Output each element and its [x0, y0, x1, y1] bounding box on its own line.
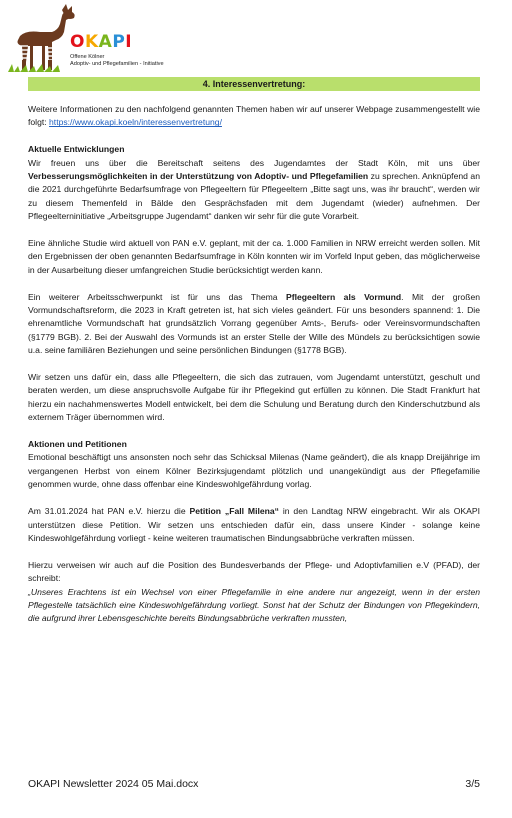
intro-paragraph: Weitere Informationen zu den nachfolgend genannten Themen haben wir auf unserer Webpage zusammengestellt wie folgt: https://www.okapi.koeln/interessenvertretung/ — [28, 104, 480, 128]
tagline-line-1: Offene Kölner — [70, 54, 105, 60]
pfad-quote: „Unseres Erachtens ist ein Wechsel von einer Pflegefamilie in eine andere nur angezeigt, wenn in der ersten Pflegestelle tatsächlich eine Kindeswohlgefährdung vorliegt. Sonst hat der Schutz der Bindungen von Pflegekindern, die aufgrund ihrer Lebensgeschichte bereits Bindungsabbrüche verkraften mussten, — [28, 586, 480, 624]
aktuelle-paragraph-3: Ein weiterer Arbeitsschwerpunkt ist für uns das Thema Pflegeeltern als Vormund. Mit der großen Vormundschaftsreform, die 2023 in Kraft getreten ist, hat sich vieles geändert. Für uns besonders spannend: 1. Die ehrenamtliche Vormundschaft hat grundsätzlich Vorrang gegenüber Amts-, Berufs- oder Vereinsvormundschaften (§1779 BGB). 2. Bei der Auswahl des Vormunds ist an erster Stelle der Wille des Mündels zu berücksichtigen sowie u.a. seine familiären Beziehungen und seine persönlichen Bindungen (§1778 BGB). — [28, 291, 480, 356]
interessenvertretung-link[interactable]: https://www.okapi.koeln/interessenvertretung/ — [49, 117, 222, 128]
footer-filename: OKAPI Newsletter 2024 05 Mai.docx — [28, 778, 199, 790]
aktionen-paragraph-2: Am 31.01.2024 hat PAN e.V. hierzu die Petition „Fall Milena“ in den Landtag NRW eingebracht. Wir als OKAPI unterstützen diese Petition. Wir setzen uns entschieden dafür ein, dass unsere Kinder - solange keine Kindeswohlgefährdung vorliegt - keine weiteren traumatischen Bindungsabbrüche verkraften müssen. — [28, 506, 480, 543]
heading-aktionen-und-petitionen: Aktionen und Petitionen — [28, 439, 127, 450]
okapi-brand-wordmark: OKAPI — [70, 32, 133, 52]
page-footer — [28, 778, 480, 790]
aktionen-paragraph-1: Emotional beschäftigt uns ansonsten noch sehr das Schicksal Milenas (Name geändert), die als knapp Dreijährige im vergangenen Herbst von einem Kölner Bezirksjugendamt plötzlich und unangekündigt aus der Pflegefamilie genommen wurde, ohne dass offenbar eine Kindeswohlgefährdung vorlag. — [28, 452, 480, 490]
heading-aktuelle-entwicklungen: Aktuelle Entwicklungen — [28, 144, 125, 155]
document-body — [28, 103, 480, 626]
aktuelle-paragraph-4: Wir setzen uns dafür ein, dass alle Pflegeeltern, die sich das zutrauen, vom Jugendamt unterstützt, geschult und beraten werden, um diese anspruchsvolle Aufgabe für ihr Pflegekind gut erfüllen zu können. Die Stadt Frankfurt hat hierzu ein nachahmenswertes Modell entwickelt, bei dem die Schulung und Beratung durch den Kinderschutzbund als externem Träger übernommen wird. — [28, 372, 480, 423]
okapi-animal-icon — [6, 2, 76, 74]
section-title-banner: 4. Interessenvertretung: — [28, 77, 480, 91]
footer-page-number: 3/5 — [465, 778, 480, 790]
aktuelle-paragraph-2: Eine ähnliche Studie wird aktuell von PAN e.V. geplant, mit der ca. 1.000 Familien in NRW erreicht werden sollen. Mit den Ergebnissen der oben genannten Bedarfsumfrage in Köln konnten wir im Vorfeld Input geben, das möglicherweise in der Ausarbeitung dieser umfangreichen Studie berücksichtigt werden kann. — [28, 238, 480, 275]
okapi-logo — [6, 2, 166, 74]
tagline-line-2: Adoptiv- und Pflegefamilien - Initiative — [70, 61, 164, 67]
aktuelle-paragraph-1: Wir freuen uns über die Bereitschaft seitens des Jugendamtes der Stadt Köln, mit uns über Verbesserungsmöglichkeiten in der Unterstützung von Adoptiv- und Pflegefamilien zu sprechen. Anknüpfend an die 2021 durchgeführte Bedarfsumfrage von Pflegeeltern für Pflegeeltern „Bitte sagt uns, was ihr braucht“, werden wir zu diesem Themenfeld in Bälde den Gesprächsfaden mit dem Jugendamt (wieder) aufnehmen. Der Pflegeelterninitiative „Arbeitsgruppe Jugendamt“ danken wir sehr für die gute Vorarbeit. — [28, 157, 480, 222]
aktionen-paragraph-3: Hierzu verweisen wir auch auf die Position des Bundesverbands der Pflege- und Adoptivfamilien e.V (PFAD), der schreibt: — [28, 559, 480, 584]
